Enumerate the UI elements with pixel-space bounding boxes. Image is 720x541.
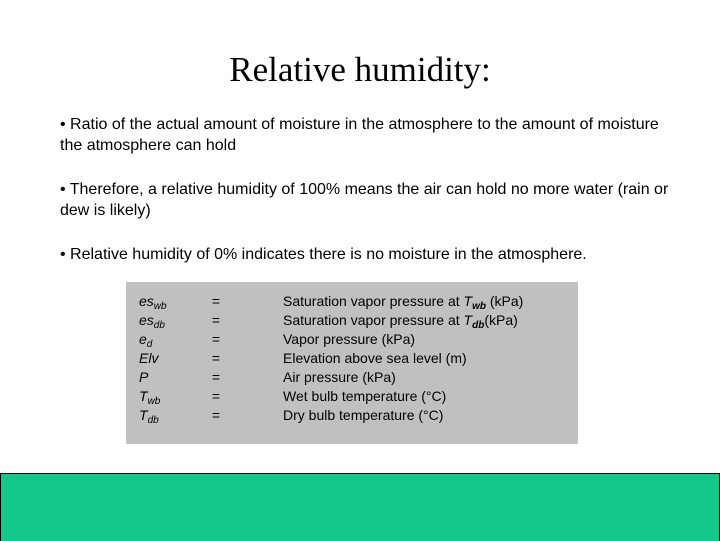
bullet-0-percent: • Relative humidity of 0% indicates there is no moisture in the atmosphere.	[60, 246, 587, 263]
equals-sign: =	[211, 312, 221, 328]
equals-sign: =	[211, 331, 221, 347]
definition-description: Saturation vapor pressure at $T_{db}(kPa)$	[283, 312, 518, 331]
definition-symbol: $e_d$	[139, 331, 153, 350]
definition-description: Wet bulb temperature (°C)	[283, 388, 447, 404]
slide-title: Relative humidity:	[229, 50, 491, 89]
definitions-table	[126, 282, 578, 444]
bullet-ratio: • Ratio of the actual amount of moisture in the atmosphere to the amount of moisture the atmosphere can hold	[60, 116, 659, 154]
definition-symbol: $T_{wb}$	[139, 388, 161, 407]
equals-sign: =	[211, 388, 221, 404]
bullet-100-percent: • Therefore, a relative humidity of 100% means the air can hold no more water (rain or dew is likely)	[60, 181, 669, 219]
definition-row	[126, 349, 578, 368]
definition-symbol: $es_{db}$	[139, 312, 165, 331]
definition-description: Dry bulb temperature (°C)	[283, 407, 444, 423]
definition-row	[126, 292, 578, 311]
definition-symbol: Elv	[139, 350, 159, 366]
definition-description: Vapor pressure (kPa)	[283, 331, 416, 347]
equals-sign: =	[211, 407, 221, 423]
footer-bar	[0, 473, 720, 541]
definition-description: Elevation above sea level (m)	[283, 350, 467, 366]
definition-row	[126, 387, 578, 406]
definition-description: Air pressure (kPa)	[283, 369, 396, 385]
definition-symbol: P	[139, 369, 149, 385]
definition-row	[126, 330, 578, 349]
definition-symbol: $es_{wb}$	[139, 293, 167, 312]
equals-sign: =	[211, 369, 221, 385]
definition-description: Saturation vapor pressure at $T_{wb}$ (kPa)	[283, 293, 524, 312]
definition-row	[126, 368, 578, 387]
definition-row	[126, 311, 578, 330]
equals-sign: =	[211, 293, 221, 309]
definition-row	[126, 406, 578, 425]
definition-symbol: $T_{db}$	[139, 407, 159, 426]
equals-sign: =	[211, 350, 221, 366]
